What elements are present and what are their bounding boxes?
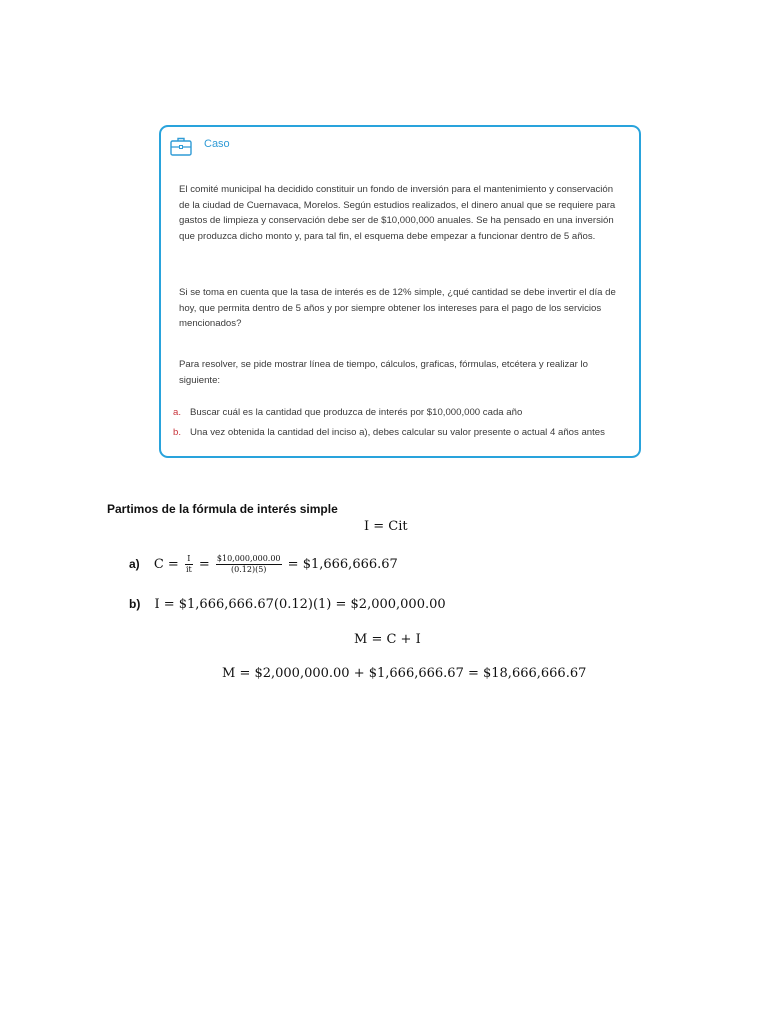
case-box	[159, 125, 641, 458]
equation-a-result: = $1,666,666.67	[287, 557, 398, 572]
equation-b-expression: I = $1,666,666.67(0.12)(1) = $2,000,000.00	[154, 597, 446, 612]
fraction-numerator: I	[185, 554, 193, 565]
equation-b-label: b)	[129, 597, 141, 611]
formula-amount: M = C + I	[354, 632, 421, 647]
case-paragraph-2: Si se toma en cuenta que la tasa de interés es de 12% simple, ¿qué cantidad se debe invertir el día de hoy, que permita dentro de 5 años y por siempre obtener los intereses para el pago de los servicios mencionados?	[179, 287, 616, 329]
equation-a-lhs: C =	[153, 557, 179, 572]
equation-b	[129, 597, 446, 612]
amount-equation: M = $2,000,000.00 + $1,666,666.67 = $18,666,666.67	[222, 666, 587, 681]
item-marker: a.	[173, 407, 182, 418]
fraction-values	[216, 554, 282, 575]
case-item-a	[173, 407, 633, 418]
briefcase-icon	[170, 136, 192, 156]
fraction-denominator: (0.12)(5)	[231, 565, 267, 574]
case-paragraph-1: El comité municipal ha decidido constituir un fondo de inversión para el mantenimiento y conservación de la ciudad de Cuernavaca, Morelos. Según estudios realizados, el dinero anual que se requiere para gastos de limpieza y conservación debe ser de $10,000,000 anuales. Se ha pensado en una inversión que produzca dicho monto y, para tal fin, el esquema debe empezar a funcionar dentro de 5 años.	[179, 184, 616, 242]
fraction-numerator: $10,000,000.00	[216, 554, 281, 563]
fraction-i-over-it	[185, 554, 193, 575]
case-paragraph-3: Para resolver, se pide mostrar línea de tiempo, cálculos, graficas, fórmulas, etcétera y realizar lo siguiente:	[179, 359, 588, 386]
case-item-b	[173, 427, 633, 438]
formula-simple-interest: I = Cit	[364, 519, 408, 534]
solution-heading: Partimos de la fórmula de interés simple	[107, 502, 338, 516]
case-title: Caso	[204, 138, 230, 150]
item-text: Buscar cuál es la cantidad que produzca de interés por $10,000,000 cada año	[190, 407, 523, 418]
equation-a-label: a)	[129, 557, 140, 571]
fraction-denominator: it	[185, 565, 192, 574]
item-marker: b.	[173, 427, 182, 438]
equals-sign: =	[198, 557, 210, 572]
equation-a	[129, 554, 398, 575]
item-text: Una vez obtenida la cantidad del inciso a), debes calcular su valor presente o actual 4 años antes	[190, 427, 605, 438]
